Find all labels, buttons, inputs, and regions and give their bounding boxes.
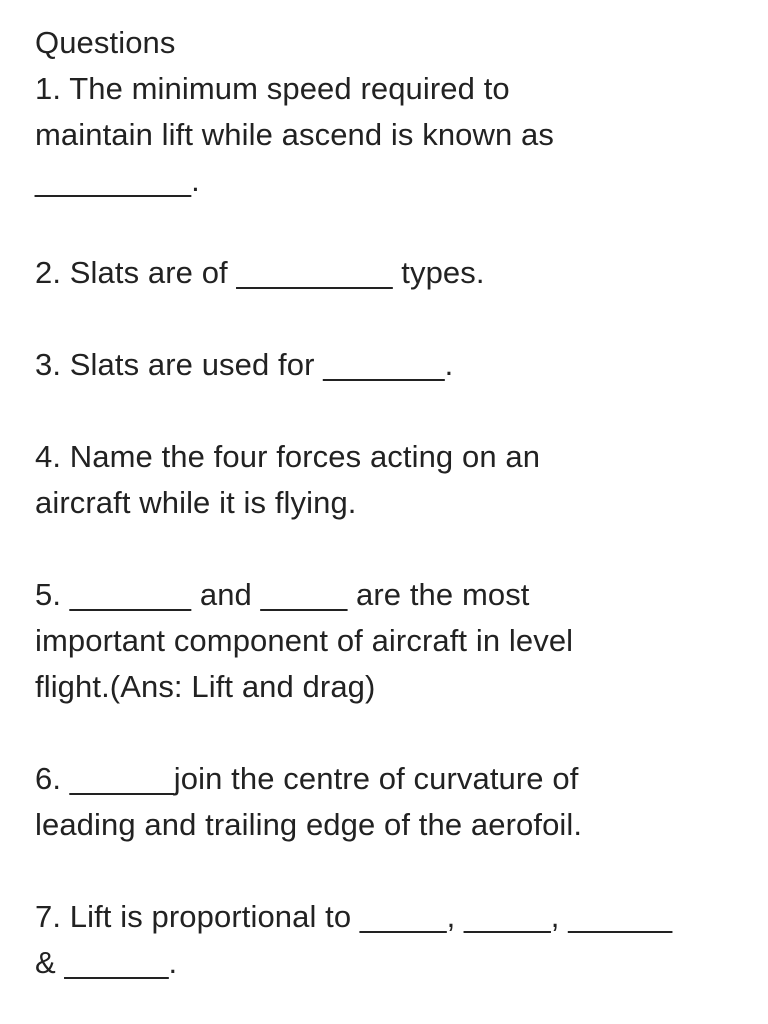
question-4-line-2: aircraft while it is flying. [35, 485, 357, 520]
question-4 [35, 434, 735, 526]
question-3-line-1: 3. Slats are used for _______. [35, 347, 454, 382]
question-7-line-1: 7. Lift is proportional to _____, _____, ______ [35, 899, 673, 934]
question-3 [35, 342, 735, 388]
spacer [35, 710, 735, 756]
question-5-line-2: important component of aircraft in level [35, 623, 574, 658]
question-5-line-1: 5. _______ and _____ are the most [35, 577, 530, 612]
spacer [35, 848, 735, 894]
question-6 [35, 756, 735, 848]
question-1-line-1: 1. The minimum speed required to [35, 71, 510, 106]
question-6-line-1: 6. ______join the centre of curvature of [35, 761, 579, 796]
question-2-line-1: 2. Slats are of _________ types. [35, 255, 485, 290]
question-5 [35, 572, 735, 710]
question-1 [35, 66, 735, 204]
spacer [35, 204, 735, 250]
question-6-line-2: leading and trailing edge of the aerofoil. [35, 807, 583, 842]
question-2 [35, 250, 735, 296]
question-1-line-3: _________. [35, 163, 200, 198]
spacer [35, 388, 735, 434]
question-5-line-3: flight.(Ans: Lift and drag) [35, 669, 376, 704]
question-7 [35, 894, 735, 986]
question-7-line-2: & ______. [35, 945, 178, 980]
question-1-line-2: maintain lift while ascend is known as [35, 117, 554, 152]
questions-document [35, 20, 735, 986]
spacer [35, 296, 735, 342]
questions-heading: Questions [35, 25, 176, 60]
spacer [35, 526, 735, 572]
question-4-line-1: 4. Name the four forces acting on an [35, 439, 541, 474]
